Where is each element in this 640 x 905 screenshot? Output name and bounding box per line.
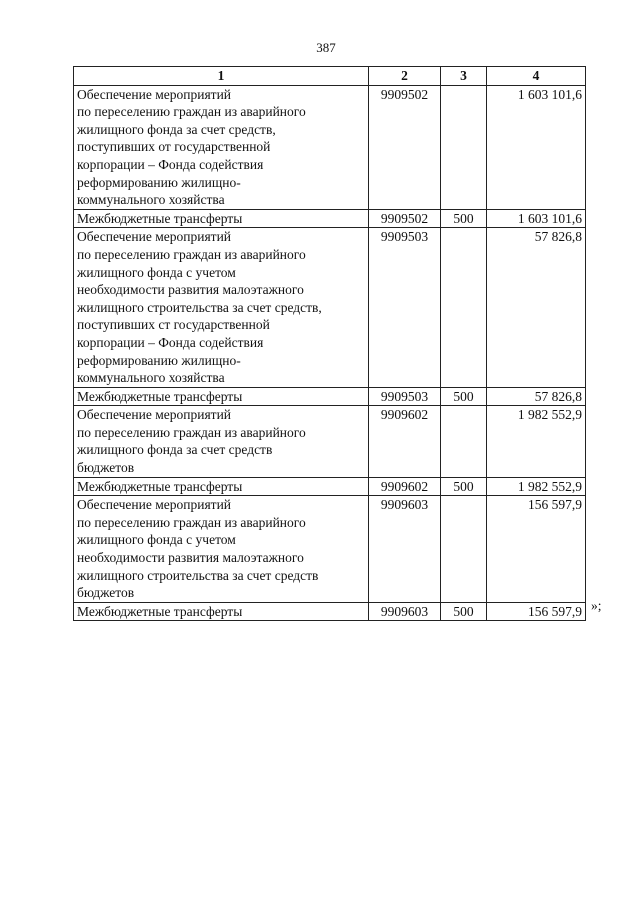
table-row — [74, 406, 586, 477]
row-code: 9909603 — [369, 602, 441, 621]
table-row — [74, 209, 586, 228]
row-type: 500 — [441, 387, 487, 406]
row-code: 9909503 — [369, 228, 441, 387]
row-name: Межбюджетные трансферты — [74, 602, 369, 621]
table-row — [74, 387, 586, 406]
row-name: Обеспечение мероприятий по переселению граждан из аварийного жилищного фонда за счет средств бюджетов — [74, 406, 369, 477]
row-code: 9909502 — [369, 85, 441, 209]
row-type: 500 — [441, 602, 487, 621]
table-row — [74, 228, 586, 387]
row-amount: 1 982 552,9 — [487, 477, 586, 496]
row-code: 9909602 — [369, 477, 441, 496]
row-name: Обеспечение мероприятий по переселению граждан из аварийного жилищного фонда с учетом необходимости развития малоэтажного жилищного строительства за счет средств, поступивших ст государственной корпорации – Фонда содействия реформированию жилищно- коммунального хозяйства — [74, 228, 369, 387]
row-name: Обеспечение мероприятий по переселению граждан из аварийного жилищного фонда с учетом необходимости развития малоэтажного жилищного строительства за счет средств бюджетов — [74, 496, 369, 603]
closing-quote-mark: »; — [591, 598, 602, 613]
row-code: 9909602 — [369, 406, 441, 477]
row-amount: 1 982 552,9 — [487, 406, 586, 477]
row-type — [441, 496, 487, 603]
table-row — [74, 496, 586, 603]
page-number: 387 — [316, 40, 336, 55]
header-col-4: 4 — [487, 67, 586, 86]
row-amount: 1 603 101,6 — [487, 85, 586, 209]
row-type: 500 — [441, 477, 487, 496]
header-col-3: 3 — [441, 67, 487, 86]
row-type — [441, 406, 487, 477]
row-amount: 57 826,8 — [487, 228, 586, 387]
budget-table — [73, 66, 586, 621]
table-row — [74, 477, 586, 496]
row-name: Межбюджетные трансферты — [74, 477, 369, 496]
row-name: Обеспечение мероприятий по переселению граждан из аварийного жилищного фонда за счет средств, поступивших от государственной корпорации – Фонда содействия реформированию жилищно- коммунального хозяйства — [74, 85, 369, 209]
table-row — [74, 602, 586, 621]
row-type — [441, 85, 487, 209]
table-header-row — [74, 67, 586, 86]
row-code: 9909603 — [369, 496, 441, 603]
row-amount: 156 597,9 — [487, 496, 586, 603]
header-col-1: 1 — [74, 67, 369, 86]
row-amount: 57 826,8 — [487, 387, 586, 406]
header-col-2: 2 — [369, 67, 441, 86]
row-type — [441, 228, 487, 387]
row-type: 500 — [441, 209, 487, 228]
row-name: Межбюджетные трансферты — [74, 209, 369, 228]
row-code: 9909502 — [369, 209, 441, 228]
table-row — [74, 85, 586, 209]
row-code: 9909503 — [369, 387, 441, 406]
row-name: Межбюджетные трансферты — [74, 387, 369, 406]
row-amount: 156 597,9 — [487, 602, 586, 621]
row-amount: 1 603 101,6 — [487, 209, 586, 228]
